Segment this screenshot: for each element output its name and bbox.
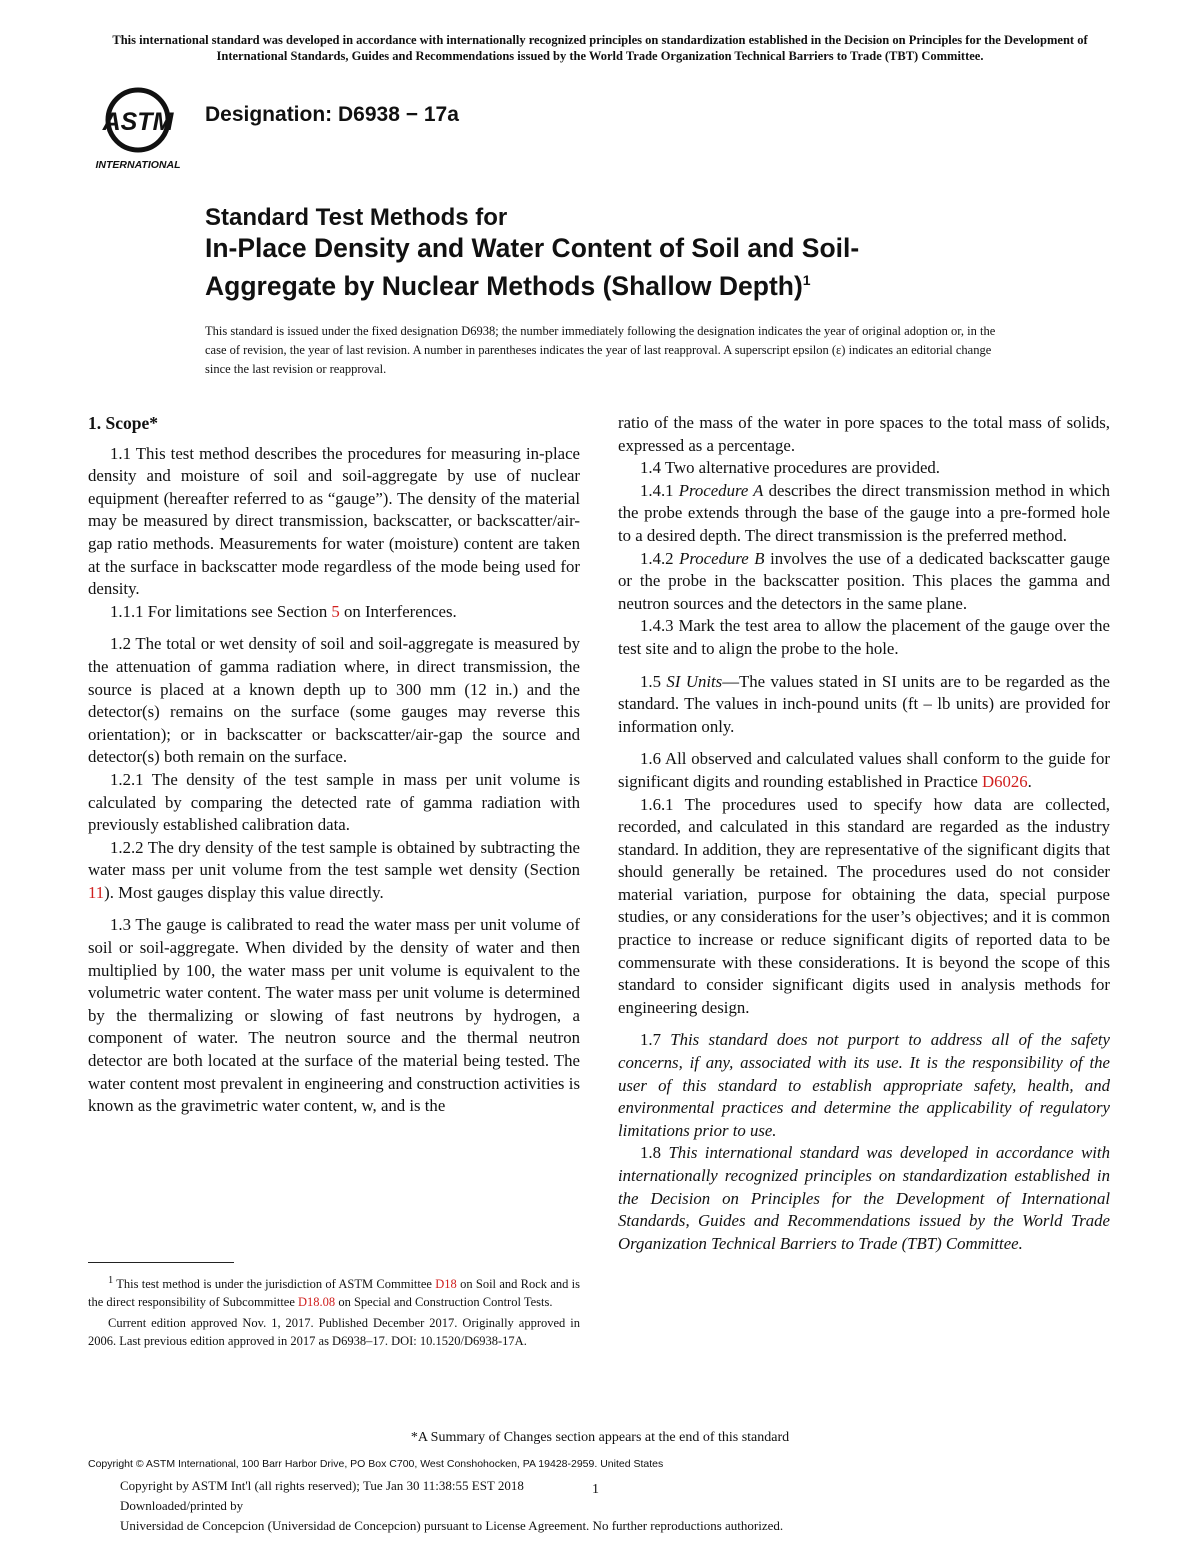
para-1-4-1: 1.4.1 Procedure A describes the direct transmission method in which the probe extends through the base of the gauge into a pre-formed hole to a desired depth. The direct transmission is the preferred method. bbox=[618, 480, 1110, 545]
para-1-2-1: 1.2.1 The density of the test sample in mass per unit volume is calculated by comparing the detected rate of gamma radiation with previously established calibration data. bbox=[88, 769, 580, 835]
footnote-1: $^1$ This test method is under the jurisdiction of ASTM Committee D18 on Soil and Rock and is the direct responsibility of Subcommittee D18.08 on Special and Construction Control Tests. bbox=[88, 1275, 581, 1309]
astm-logo-icon bbox=[88, 86, 188, 172]
para-1-8: 1.8 This international standard was developed in accordance with internationally recognized principles on standardization established in the Decision on Principles for the Development of International Standards, Guides and Recommendations issued by the World Trade Organization Technical Barriers to Trade (TBT) Committee. bbox=[618, 1143, 1110, 1253]
para-1-6: 1.6 All observed and calculated values shall conform to the guide for significant digits and rounding established in Practice D6026. bbox=[618, 749, 1110, 791]
d18-link[interactable]: D18 bbox=[435, 1277, 457, 1292]
title-line-3-text: Aggregate by Nuclear Methods (Shallow Depth) bbox=[205, 270, 803, 301]
issued-note: This standard is issued under the fixed designation D6938; the number immediately following the designation indicates the year of original adoption or, in the case of revision, the year of last revision. A number in parentheses indicates the year of last reapproval. A superscript epsilon (ε) indicates an editorial change since the last revision or reapproval. bbox=[205, 324, 996, 376]
para-1-4: 1.4 Two alternative procedures are provided. bbox=[640, 458, 940, 478]
right-column bbox=[618, 412, 1110, 1255]
page-number: 1 bbox=[592, 1482, 599, 1497]
logo-text: ASTM bbox=[102, 108, 174, 136]
para-1-6-1: 1.6.1 The procedures used to specify how data are collected, recorded, and calculated in this standard are regarded as the industry standard. In addition, they are representative of the significant digits that should generally be retained. The procedures used do not consider material variation, purpose for obtaining the data, special purpose studies, or any considerations for the user’s objectives; and it is common practice to increase or reduce significant digits of reported data to be commensurate with these considerations. It is beyond the scope of this standard to consider significant digits used in analysis methods for engineering design. bbox=[618, 794, 1110, 1017]
para-1-1: 1.1 This test method describes the procedures for measuring in-place density and moisture of soil and soil-aggregate by use of nuclear equipment (hereafter referred to as “gauge”). The density of the material may be measured by direct transmission, backscatter, or backscatter/air-gap ratio methods. Measurements for water (moisture) content are taken at the surface in backscatter mode regardless of the mode being used for density. bbox=[88, 443, 580, 599]
top-notice: This international standard was developed in accordance with internationally recognized principles on standardization established in the Decision on Principles for the Development of International Standards, Guides and Recommendations issued by the World Trade Organization Technical Barriers to Trade (TBT) Committee. bbox=[112, 33, 1088, 63]
title-footnote-mark: 1 bbox=[802, 272, 811, 288]
d18-08-link[interactable]: D18.08 bbox=[298, 1294, 336, 1309]
section-11-link[interactable]: 11 bbox=[88, 882, 105, 902]
left-column bbox=[88, 412, 580, 1118]
para-1-3: 1.3 The gauge is calibrated to read the water mass per unit volume of soil or soil-aggregate. When divided by the density of water and then multiplied by 100, the water mass per unit volume is equivalent to the volumetric water content. The water mass per unit volume is determined by the thermalizing or slowing of fast neutrons by hydrogen, a component of water. The neutron source and the thermal neutron detector are both located at the surface of the material being tested. The water content most prevalent in engineering and construction activities is known as the gravimetric water content, w, and is the bbox=[88, 915, 580, 1116]
para-1-1-1: 1.1.1 For limitations see Section 5 on Interferences. bbox=[110, 601, 457, 621]
para-1-3-cont: ratio of the mass of the water in pore spaces to the total mass of solids, expressed as a percentage. bbox=[618, 413, 1110, 455]
title-line-1: Standard Test Methods for bbox=[205, 204, 508, 231]
download-line-1: Copyright by ASTM Int'l (all rights reserved); Tue Jan 30 11:38:55 EST 2018 bbox=[120, 1478, 524, 1493]
d6026-link[interactable]: D6026 bbox=[981, 771, 1028, 791]
footnotes bbox=[88, 1272, 580, 1350]
para-1-2: 1.2 The total or wet density of soil and soil-aggregate is measured by the attenuation of gamma radiation where, in direct transmission, the source is placed at a known depth up to 300 mm (12 in.) and the detector(s) remains on the surface (some gauges may reverse this orientation); or in backscatter or backscatter/air-gap the source and detector(s) both remain on the surface. bbox=[88, 634, 580, 767]
title-line-3 bbox=[205, 264, 1105, 302]
logo-subtext: INTERNATIONAL bbox=[95, 159, 181, 171]
designation-label: Designation: bbox=[205, 103, 333, 126]
page-title bbox=[205, 203, 1105, 302]
scope-heading: 1. Scope* bbox=[88, 413, 158, 433]
designation-value: D6938 − 17a bbox=[338, 103, 459, 126]
summary-of-changes-note: *A Summary of Changes section appears at the end of this standard bbox=[410, 1430, 790, 1445]
para-1-5: 1.5 SI Units—The values stated in SI units are to be regarded as the standard. The values in inch-pound units (ft – lb units) are provided for information only. bbox=[618, 671, 1111, 736]
footnote-edition: Current edition approved Nov. 1, 2017. Published December 2017. Originally approved in 2006. Last previous edition approved in 2017 as D6938–17. DOI: 10.1520/D6938-17A. bbox=[88, 1316, 580, 1348]
footnote-divider bbox=[88, 1262, 234, 1263]
designation bbox=[205, 103, 459, 127]
copyright-line: Copyright © ASTM International, 100 Barr Harbor Drive, PO Box C700, West Conshohocken, PA 19428-2959. United States bbox=[88, 1458, 664, 1470]
title-line-2: In-Place Density and Water Content of Soil and Soil- bbox=[205, 233, 860, 263]
section-5-link[interactable]: 5 bbox=[331, 601, 340, 621]
para-1-4-3: 1.4.3 Mark the test area to allow the placement of the gauge over the test site and to align the probe to the hole. bbox=[618, 616, 1110, 658]
download-line-3: Universidad de Concepcion (Universidad de Concepcion) pursuant to License Agreement. No further reproductions authorized. bbox=[120, 1518, 784, 1533]
para-1-4-2: 1.4.2 Procedure B involves the use of a dedicated backscatter gauge or the probe in the backscatter position. This places the gamma and neutron sources and the detectors in the same plane. bbox=[618, 548, 1110, 613]
para-1-2-2: 1.2.2 The dry density of the test sample is obtained by subtracting the water mass per unit volume from the test sample wet density (Section 11). Most gauges display this value directly. bbox=[88, 837, 580, 902]
para-1-7: 1.7 This standard does not purport to address all of the safety concerns, if any, associated with its use. It is the responsibility of the user of this standard to establish appropriate safety, health, and environmental practices and determine the applicability of regulatory limitations prior to use. bbox=[618, 1030, 1110, 1140]
download-info bbox=[120, 1476, 783, 1536]
download-line-2: Downloaded/printed by bbox=[120, 1498, 244, 1513]
